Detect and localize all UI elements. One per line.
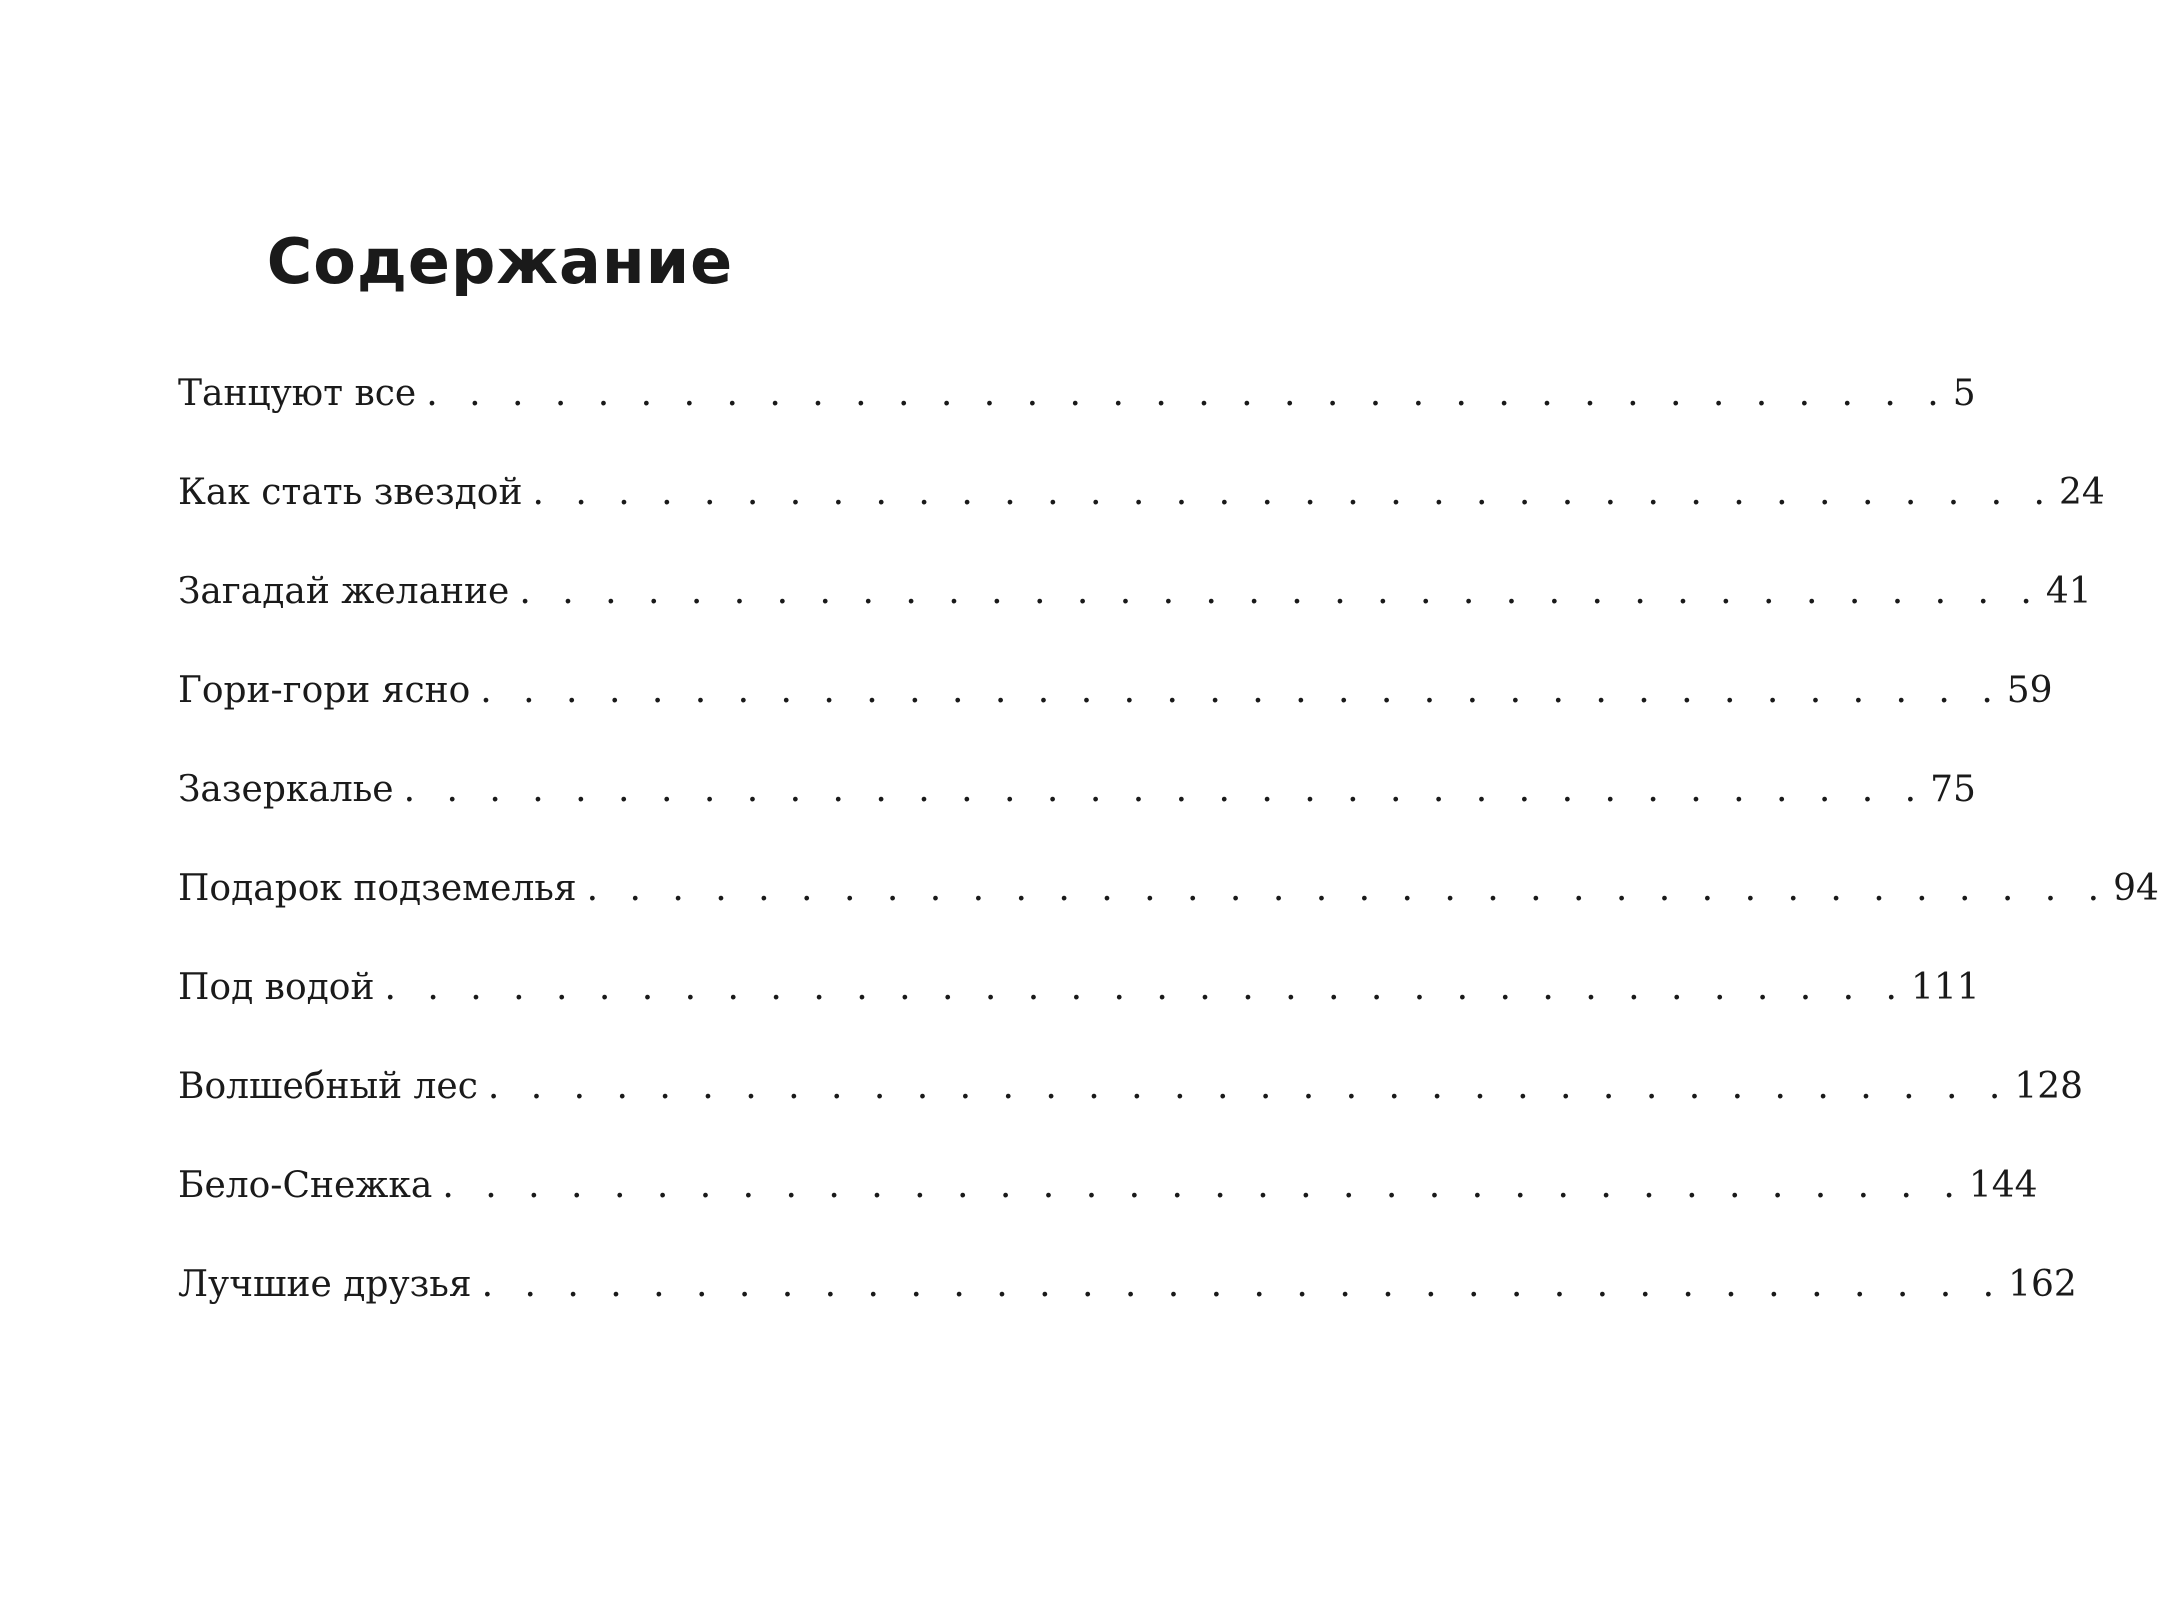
toc-leader-dots: . . . . . . . . . . . . . . . . . . . . . . . . . . . . . . . . . . . .: [442, 1165, 1965, 1206]
toc-entry-title: Подарок подземелья: [178, 868, 577, 909]
toc-entry: [178, 966, 1980, 1065]
toc-entry-page: 162: [2008, 1264, 2077, 1305]
toc-leader-dots: . . . . . . . . . . . . . . . . . . . . . . . . . . . . . . . . . . . .: [403, 769, 1927, 810]
toc-leader-dots: . . . . . . . . . . . . . . . . . . . . . . . . . . . . . . . . . . . .: [480, 670, 2003, 711]
toc-entry-page: 41: [2045, 571, 2092, 612]
toc-leader-dots: . . . . . . . . . . . . . . . . . . . . . . . . . . . . . . . . . . . .: [384, 967, 1907, 1008]
toc-leader-dots: . . . . . . . . . . . . . . . . . . . . . . . . . . . . . . . . . . . .: [426, 373, 1949, 414]
toc-entry: [178, 570, 2092, 669]
toc-leader-dots: . . . . . . . . . . . . . . . . . . . . . . . . . . . . . . . . . . . .: [586, 868, 2110, 909]
toc-entry-page: 5: [1952, 373, 1976, 414]
toc-entry: [178, 1164, 2038, 1263]
page-title: Содержание: [266, 225, 734, 298]
toc-entry: [178, 669, 2053, 768]
toc-leader-dots: . . . . . . . . . . . . . . . . . . . . . . . . . . . . . . . . . . . .: [532, 472, 2055, 513]
toc-entry-title: Бело-Снежка: [178, 1165, 433, 1206]
toc-leader-dots: . . . . . . . . . . . . . . . . . . . . . . . . . . . . . . . . . . . .: [487, 1066, 2011, 1107]
toc-leader-dots: . . . . . . . . . . . . . . . . . . . . . . . . . . . . . . . . . . . .: [481, 1264, 2005, 1305]
toc-entry-title: Загадай желание: [178, 571, 510, 612]
toc-entry: [178, 867, 2159, 966]
toc-entry-page: 128: [2014, 1066, 2084, 1107]
toc-entry-page: 144: [1968, 1165, 2038, 1206]
table-of-contents: [178, 372, 2159, 1362]
toc-entry-title: Танцуют все: [178, 373, 417, 414]
toc-entry-title: Лучшие друзья: [178, 1264, 472, 1305]
toc-entry-title: Зазеркалье: [178, 769, 394, 810]
toc-entry-title: Как стать звездой: [178, 472, 523, 513]
toc-entry: [178, 1263, 2077, 1362]
toc-entry-page: 59: [2006, 670, 2053, 711]
toc-entry-page: 94: [2113, 868, 2159, 909]
toc-entry: [178, 768, 1976, 867]
toc-entry-page: 75: [1930, 769, 1976, 810]
toc-entry-title: Гори-гори ясно: [178, 670, 471, 711]
toc-entry-title: Под водой: [178, 967, 375, 1008]
toc-entry: [178, 1065, 2084, 1164]
toc-entry-title: Волшебный лес: [178, 1066, 478, 1107]
toc-entry: [178, 372, 1976, 471]
toc-leader-dots: . . . . . . . . . . . . . . . . . . . . . . . . . . . . . . . . . . . .: [519, 571, 2042, 612]
toc-entry: [178, 471, 2105, 570]
toc-entry-page: 24: [2058, 472, 2105, 513]
toc-entry-page: 111: [1910, 967, 1980, 1008]
